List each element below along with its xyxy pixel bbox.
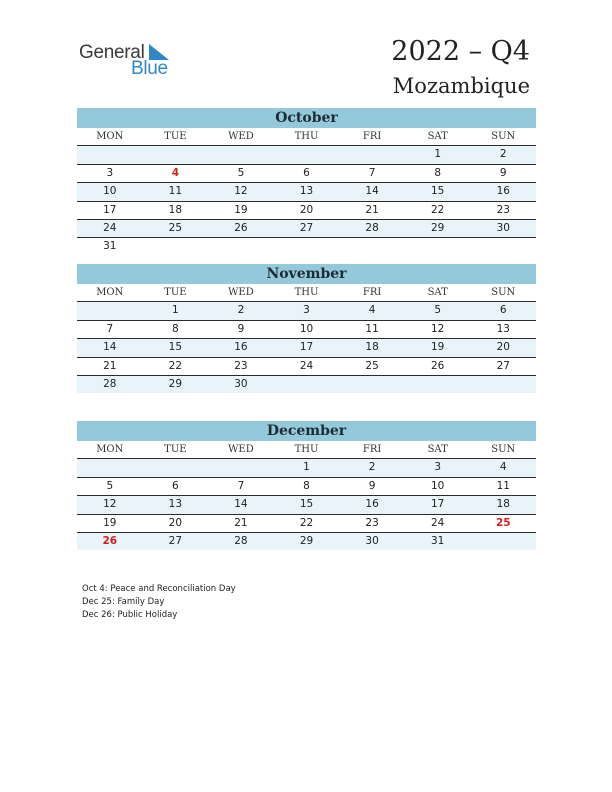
empty-day-cell [339, 376, 405, 393]
day-cell: 21 [365, 203, 379, 216]
month-october [77, 108, 536, 256]
week-row [77, 302, 536, 320]
day-cell: 27 [299, 221, 314, 234]
day-cell: 31 [430, 534, 445, 547]
weekday-label: THU [294, 131, 319, 142]
day-cell: 14 [365, 185, 379, 198]
day-cell: 11 [496, 479, 510, 492]
day-cell: 18 [365, 341, 379, 354]
empty-day-cell [274, 238, 340, 255]
weekday-label: TUE [164, 287, 187, 298]
month-december [77, 421, 536, 550]
day-cell: 6 [303, 166, 310, 179]
day-cell: 15 [168, 341, 183, 354]
day-cell: 13 [168, 498, 183, 511]
day-cell: 30 [496, 221, 510, 234]
day-cell: 5 [237, 166, 245, 179]
day-cell: 1 [172, 304, 179, 317]
day-cell: 11 [168, 185, 183, 198]
empty-day-cell [77, 302, 143, 319]
empty-day-cell [274, 146, 340, 163]
day-cell: 15 [430, 185, 445, 198]
day-cell: 25 [365, 359, 379, 372]
day-cell: 24 [299, 359, 314, 372]
empty-day-cell [339, 146, 405, 163]
day-cell: 10 [299, 322, 314, 335]
day-cell: 28 [234, 534, 248, 547]
empty-day-cell [143, 459, 209, 476]
day-cell: 25 [168, 221, 183, 234]
day-cell: 29 [430, 221, 445, 234]
day-cell: 15 [299, 498, 314, 511]
day-cell: 23 [365, 516, 379, 529]
day-cell: 2 [237, 304, 245, 317]
day-cell: 16 [496, 185, 510, 198]
empty-day-cell [143, 146, 209, 163]
empty-day-cell [208, 146, 274, 163]
day-cell: 16 [365, 498, 379, 511]
day-cell: 9 [237, 322, 245, 335]
day-cell: 14 [103, 341, 117, 354]
day-cell: 1 [303, 461, 310, 474]
logo-word-blue: Blue [131, 58, 168, 79]
week-row [77, 496, 536, 514]
week-row [77, 515, 536, 533]
day-cell: 8 [172, 322, 179, 335]
weekday-label: FRI [362, 444, 382, 455]
weekday-label: MON [96, 287, 124, 298]
day-cell: 17 [430, 498, 445, 511]
weekday-header-row [77, 128, 536, 146]
month-title: November [77, 264, 536, 284]
day-cell: 27 [496, 359, 510, 372]
holiday-day-cell: 4 [171, 166, 180, 179]
day-cell: 21 [103, 359, 117, 372]
week-row [77, 376, 536, 393]
day-cell: 22 [299, 516, 314, 529]
day-cell: 20 [168, 516, 183, 529]
weekday-label: THU [294, 287, 319, 298]
day-cell: 26 [430, 359, 445, 372]
day-cell: 2 [499, 148, 507, 161]
weekday-label: SUN [491, 131, 516, 142]
day-cell: 22 [168, 359, 183, 372]
day-cell: 17 [103, 203, 117, 216]
week-row [77, 165, 536, 183]
weekday-label: THU [294, 444, 319, 455]
day-cell: 20 [496, 341, 510, 354]
day-cell: 12 [234, 185, 248, 198]
day-cell: 18 [496, 498, 510, 511]
weekday-label: SAT [427, 131, 448, 142]
day-cell: 13 [496, 322, 510, 335]
day-cell: 1 [434, 148, 442, 161]
day-cell: 19 [234, 203, 248, 216]
week-row [77, 459, 536, 477]
weekday-label: SAT [427, 444, 448, 455]
day-cell: 29 [168, 377, 183, 390]
empty-day-cell [470, 376, 536, 393]
empty-day-cell [208, 238, 274, 255]
weekday-label: TUE [164, 444, 187, 455]
weekday-header-row [77, 441, 536, 459]
day-cell: 8 [303, 479, 310, 492]
day-cell: 18 [168, 203, 183, 216]
day-cell: 30 [234, 377, 248, 390]
weekday-label: MON [96, 444, 124, 455]
month-title: October [77, 108, 536, 128]
day-cell: 22 [430, 203, 445, 216]
day-cell: 4 [368, 304, 376, 317]
weekday-label: SUN [491, 287, 516, 298]
empty-day-cell [274, 376, 340, 393]
week-row [77, 533, 536, 550]
day-cell: 20 [299, 203, 314, 216]
day-cell: 28 [365, 221, 379, 234]
day-cell: 7 [368, 166, 376, 179]
day-cell: 26 [234, 221, 248, 234]
day-cell: 9 [499, 166, 507, 179]
empty-day-cell [77, 459, 143, 476]
empty-day-cell [77, 146, 143, 163]
month-title: December [77, 421, 536, 441]
day-cell: 9 [368, 479, 376, 492]
week-row [77, 220, 536, 238]
holiday-note: Dec 26: Public Holiday [82, 610, 178, 621]
weekday-label: WED [228, 287, 254, 298]
day-cell: 16 [234, 341, 248, 354]
weekday-label: WED [228, 444, 254, 455]
week-row [77, 339, 536, 357]
empty-day-cell [143, 238, 209, 255]
holiday-note: Oct 4: Peace and Reconciliation Day [82, 584, 236, 594]
week-row [77, 478, 536, 496]
month-november [77, 264, 536, 393]
weekday-label: SAT [427, 287, 448, 298]
page-title: 2022 – Q4 [391, 36, 530, 67]
week-row [77, 202, 536, 220]
day-cell: 31 [103, 240, 117, 253]
day-cell: 23 [234, 359, 248, 372]
day-cell: 12 [103, 498, 117, 511]
day-cell: 21 [234, 516, 248, 529]
day-cell: 3 [106, 166, 114, 179]
holiday-notes [82, 583, 236, 623]
day-cell: 5 [434, 304, 442, 317]
day-cell: 10 [103, 185, 117, 198]
day-cell: 29 [299, 534, 314, 547]
empty-day-cell [470, 533, 536, 550]
day-cell: 28 [103, 377, 117, 390]
holiday-day-cell: 25 [495, 516, 511, 529]
day-cell: 19 [430, 341, 445, 354]
day-cell: 24 [430, 516, 445, 529]
week-row [77, 183, 536, 201]
day-cell: 3 [303, 304, 310, 317]
weekday-header-row [77, 284, 536, 302]
country-name: Mozambique [392, 74, 530, 98]
day-cell: 12 [430, 322, 445, 335]
week-row [77, 321, 536, 339]
holiday-day-cell: 26 [102, 534, 118, 547]
week-row [77, 358, 536, 376]
day-cell: 6 [172, 479, 179, 492]
day-cell: 5 [106, 479, 114, 492]
empty-day-cell [470, 238, 536, 255]
weekday-label: FRI [362, 287, 382, 298]
day-cell: 4 [499, 461, 507, 474]
weekday-label: FRI [362, 131, 382, 142]
day-cell: 6 [499, 304, 507, 317]
empty-day-cell [208, 459, 274, 476]
day-cell: 13 [299, 185, 314, 198]
day-cell: 17 [299, 341, 314, 354]
weekday-label: TUE [164, 131, 187, 142]
logo-word-general: General [79, 42, 145, 63]
day-cell: 7 [106, 322, 114, 335]
day-cell: 23 [496, 203, 510, 216]
week-row [77, 238, 536, 255]
day-cell: 7 [237, 479, 245, 492]
day-cell: 19 [103, 516, 117, 529]
holiday-note: Dec 25: Family Day [82, 597, 165, 608]
day-cell: 10 [430, 479, 445, 492]
day-cell: 8 [434, 166, 442, 179]
weekday-label: SUN [491, 444, 516, 455]
day-cell: 30 [365, 534, 379, 547]
weekday-label: MON [96, 131, 124, 142]
logo [79, 42, 179, 82]
empty-day-cell [405, 238, 471, 255]
day-cell: 14 [234, 498, 248, 511]
weekday-label: WED [228, 131, 254, 142]
week-row [77, 146, 536, 164]
day-cell: 27 [168, 534, 183, 547]
day-cell: 11 [365, 322, 379, 335]
day-cell: 24 [103, 221, 117, 234]
empty-day-cell [339, 238, 405, 255]
empty-day-cell [405, 376, 471, 393]
day-cell: 2 [368, 461, 376, 474]
day-cell: 3 [434, 461, 442, 474]
